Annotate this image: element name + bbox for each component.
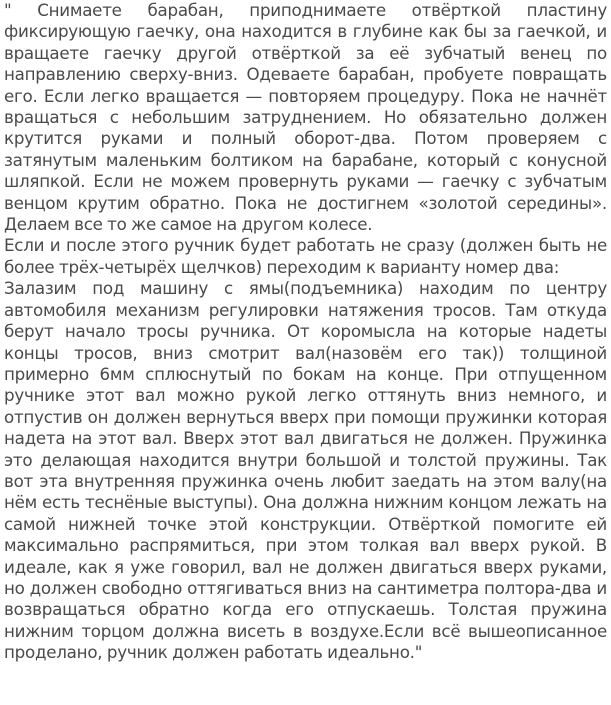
paragraph-transition: Если и после этого ручник будет работать не сразу (должен быть не более трёх-четырёх щелчков) переходим к варианту номер два: (4, 235, 607, 277)
paragraph-cable-mechanism: Залазим под машину с ямы(подъемника) находим по центру автомобиля механизм регулировки натяжения тросов. Там откуда берут начало тросы ручника. От коромысла на которые надеты концы тросов, вниз смотрит вал(назовём его так)) толщиной примерно 6мм сплюснутый по бокам на конце. При отпущенном ручнике этот вал можно рукой легко оттянуть вниз немного, и отпустив он должен вернуться вверх при помощи пружинки которая надета на этот вал. Вверх этот вал двигаться не должен. Пружинка это делающая находится внутри большой и толстой пружины. Так вот эта внутренняя пружинка очень любит заедать на этом валу(на нём есть теснёные выступы). Она должна нижним концом лежать на самой нижней точке этой конструкции. Отвёрткой помогите ей максимально распрямиться, при этом толкая вал вверх рукой. В идеале, как я уже говорил, вал не должен двигаться вверх руками, но должен свободно оттягиваться вниз на сантиметра полтора-два и возвращаться обратно когда его отпускаешь. Толстая пружина нижним торцом должна висеть в воздухе.Если всё вышеописанное проделано, ручник должен работать идеально." (4, 278, 607, 663)
paragraph-drum-adjustment: " Снимаете барабан, приподнимаете отвёрткой пластину фиксирующую гаечку, она находится в глубине как бы за гаечкой, и вращаете гаечку другой отвёрткой за её зубчатый венец по направлению сверху-вниз. Одеваете барабан, пробуете повращать его. Если легко вращается — повторяем процедуру. Пока не начнёт вращаться с небольшим затруднением. Но обязательно должен крутится руками и полный оборот-два. Потом проверяем с затянутым маленьким болтиком на барабане, который с конусной шляпкой. Если не можем провернуть руками — гаечку с зубчатым венцом крутим обратно. Пока не достигнем «золотой середины». Делаем все то же самое на другом колесе. (4, 0, 607, 235)
